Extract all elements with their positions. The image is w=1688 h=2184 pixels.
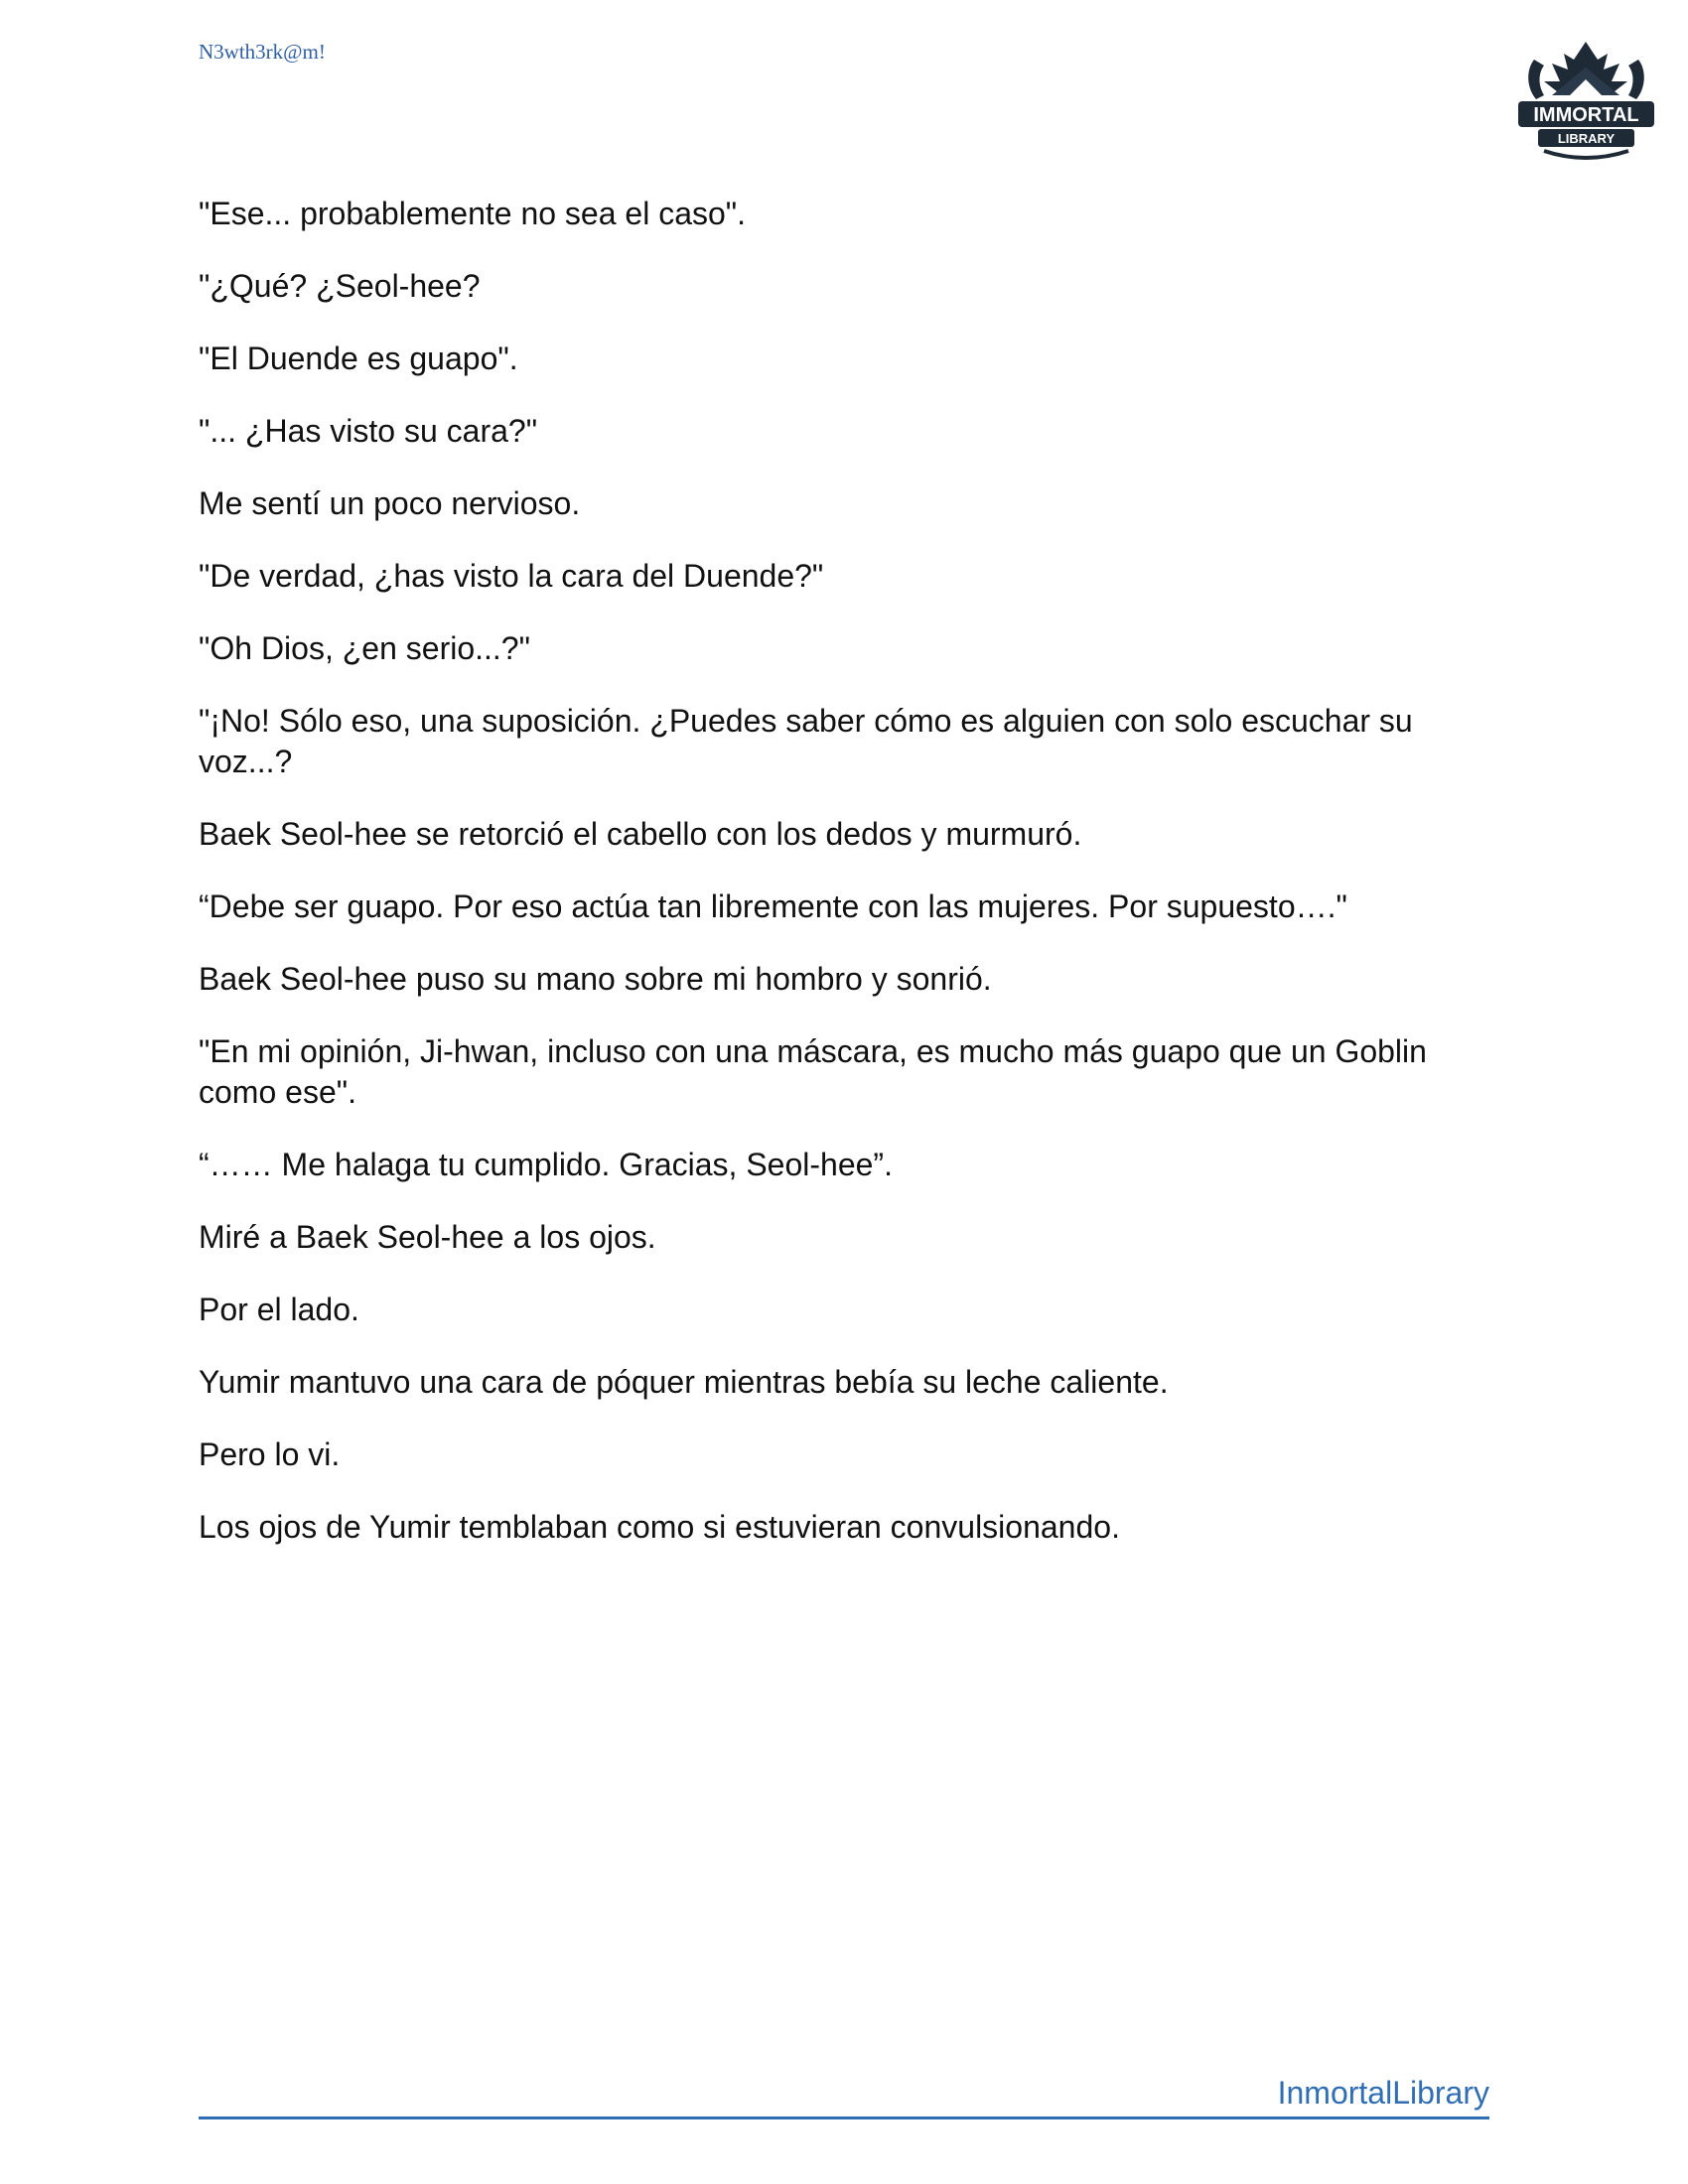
footer-divider (199, 2116, 1489, 2119)
paragraph: Yumir mantuvo una cara de póquer mientras bebía su leche caliente. (199, 1364, 1169, 1400)
paragraph: "... ¿Has visto su cara?" (199, 413, 538, 449)
header-watermark: N3wth3rk@m! (199, 40, 326, 64)
paragraph: “…… Me halaga tu cumplido. Gracias, Seol-hee”. (199, 1147, 893, 1182)
paragraph: "En mi opinión, Ji-hwan, incluso con una máscara, es mucho más guapo que un Goblin como ese". (199, 1033, 1436, 1110)
paragraph: Me sentí un poco nervioso. (199, 485, 581, 521)
footer-library-link[interactable]: InmortalLibrary (1277, 2075, 1489, 2111)
chapter-body (199, 194, 1489, 1579)
immortal-library-logo (1504, 30, 1668, 174)
paragraph: Miré a Baek Seol-hee a los ojos. (199, 1219, 656, 1255)
paragraph: Pero lo vi. (199, 1436, 341, 1472)
paragraph: Por el lado. (199, 1292, 359, 1327)
paragraph: "El Duende es guapo". (199, 341, 518, 376)
paragraph: "De verdad, ¿has visto la cara del Duende?" (199, 558, 824, 594)
logo-text-line2: LIBRARY (1557, 131, 1616, 146)
paragraph: "¡No! Sólo eso, una suposición. ¿Puedes saber cómo es alguien con solo escuchar su voz...? (199, 703, 1422, 779)
paragraph: "¿Qué? ¿Seol-hee? (199, 268, 481, 304)
paragraph: “Debe ser guapo. Por eso actúa tan libremente con las mujeres. Por supuesto…." (199, 888, 1347, 924)
paragraph: Baek Seol-hee puso su mano sobre mi hombro y sonrió. (199, 961, 992, 997)
paragraph: "Oh Dios, ¿en serio...?" (199, 630, 530, 666)
paragraph: Baek Seol-hee se retorció el cabello con los dedos y murmuró. (199, 816, 1082, 852)
paragraph: "Ese... probablemente no sea el caso". (199, 196, 747, 231)
paragraph: Los ojos de Yumir temblaban como si estuvieran convulsionando. (199, 1509, 1120, 1545)
logo-text-line1: IMMORTAL (1533, 104, 1639, 126)
